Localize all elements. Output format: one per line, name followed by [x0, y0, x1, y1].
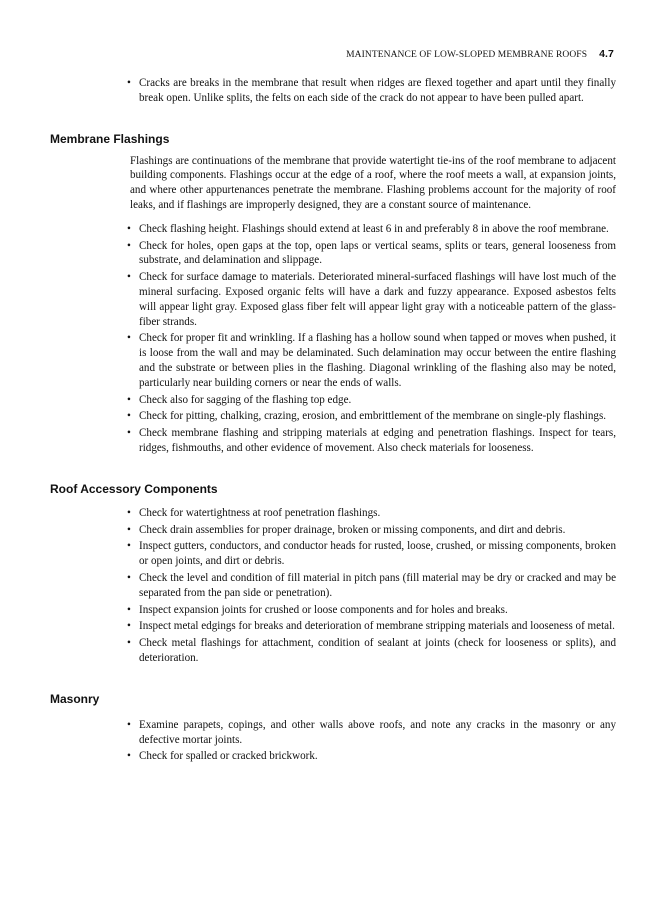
list-item: [127, 718, 616, 748]
list-item: [127, 523, 616, 538]
bullet-glyph: •: [127, 637, 131, 650]
list-item: [127, 426, 616, 456]
page-content: [0, 76, 662, 766]
list-item: [127, 393, 616, 408]
bullet-glyph: •: [127, 271, 131, 284]
bullet-glyph: •: [127, 222, 131, 235]
section-heading-roof-accessory-components: Roof Accessory Components: [50, 481, 218, 496]
list-item-text: Check for watertightness at roof penetration flashings.: [139, 506, 381, 519]
bullet-glyph: •: [127, 427, 131, 440]
list-item-text: Check for surface damage to materials. Deteriorated mineral-surfaced flashings will have lost much of the mineral surfacing. Exposed organic felts will have a dark and fuzzy appearance. Exposed asbestos felts will appear light gray. Exposed glass fiber felt will appear light gray with a noticeable pattern of the glass-fiber strands.: [139, 271, 616, 328]
list-item-text: Inspect metal edgings for breaks and deterioration of membrane stripping materials and looseness of metal.: [139, 620, 615, 633]
list-item: [127, 222, 616, 237]
running-header: [0, 48, 614, 60]
bullet-glyph: •: [127, 506, 131, 519]
bullet-glyph: •: [127, 571, 131, 584]
bullet-glyph: •: [127, 750, 131, 763]
list-item-text: Check the level and condition of fill material in pitch pans (fill material may be dry or cracked and may be separated from the pan side or penetration).: [139, 571, 616, 599]
bullet-glyph: •: [127, 393, 131, 406]
bullet-glyph: •: [127, 410, 131, 423]
list-item-text: Check for holes, open gaps at the top, open laps or vertical seams, splits or tears, general looseness from substrate, and delamination and slippage.: [139, 239, 616, 267]
roof-accessory-bullet-list: [127, 506, 616, 666]
bullet-glyph: •: [127, 77, 131, 89]
bullet-glyph: •: [127, 523, 131, 536]
list-item: [127, 76, 616, 106]
bullet-glyph: •: [127, 718, 131, 731]
membrane-flashings-bullet-list: [127, 222, 616, 456]
list-item: [127, 539, 616, 569]
list-item-text: Examine parapets, copings, and other walls above roofs, and note any cracks in the masonry or any defective mortar joints.: [139, 718, 616, 746]
masonry-bullet-list: [127, 718, 616, 764]
section-heading-membrane-flashings: Membrane Flashings: [50, 131, 170, 146]
list-item-text: Check for pitting, chalking, crazing, erosion, and embrittlement of the membrane on single-ply flashings.: [139, 410, 607, 423]
list-item-text: Check drain assemblies for proper drainage, broken or missing components, and dirt and debris.: [139, 523, 566, 536]
list-item-text: Check also for sagging of the flashing top edge.: [139, 393, 352, 406]
list-item: [127, 636, 616, 666]
list-item-text: Check membrane flashing and stripping materials at edging and penetration flashings. Inspect for tears, ridges, fishmouths, and other evidence of movement. Also check materials for looseness.: [139, 427, 616, 454]
list-item: [127, 239, 616, 269]
bullet-glyph: •: [127, 540, 131, 553]
list-item: [127, 506, 616, 521]
list-item: [127, 270, 616, 329]
bullet-glyph: •: [127, 332, 131, 345]
list-item: [127, 571, 616, 601]
list-item-text: Inspect expansion joints for crushed or loose components and for holes and breaks.: [139, 603, 508, 616]
list-item: [127, 603, 616, 618]
running-title: MAINTENANCE OF LOW-SLOPED MEMBRANE ROOFS: [346, 50, 588, 60]
list-item: [127, 409, 616, 424]
page-number: 4.7: [599, 48, 614, 60]
bullet-glyph: •: [127, 239, 131, 252]
list-item: [127, 749, 616, 764]
list-item-text: Check for proper fit and wrinkling. If a flashing has a hollow sound when tapped or moves when pushed, it is loose from the wall and may be delaminated. Such delamination may occur between the entire flashing and the substrate or between plies in the flashing. Diagonal wrinkling of the flashing also may be noted, particularly near building corners or near the ends of walls.: [139, 332, 616, 389]
top-bullet-list: [127, 76, 616, 106]
bullet-glyph: •: [127, 603, 131, 616]
list-item-text: Check metal flashings for attachment, condition of sealant at joints (check for looseness or splits), and deterioration.: [139, 637, 616, 664]
bullet-glyph: •: [127, 620, 131, 633]
list-item: [127, 619, 616, 634]
section-intro-paragraph: Flashings are continuations of the membrane that provide watertight tie-ins of the roof membrane to adjacent building components. Flashings occur at the edge of a roof, where the roof meets a wall, at expansion joints, and where other appurtenances penetrate the membrane. Flashing problems account for the majority of roof leaks, and if flashings are improperly designed, they are a constant source of maintenance.: [130, 154, 616, 211]
section-heading-masonry: Masonry: [50, 691, 100, 706]
list-item: [127, 331, 616, 390]
list-item-text: Check for spalled or cracked brickwork.: [139, 750, 318, 763]
list-item-text: Cracks are breaks in the membrane that result when ridges are flexed together and apart until they finally break open. Unlike splits, the felts on each side of the crack do not appear to have been pulled apart.: [139, 77, 616, 104]
list-item-text: Check flashing height. Flashings should extend at least 6 in and preferably 8 in above the roof membrane.: [139, 222, 609, 235]
list-item-text: Inspect gutters, conductors, and conductor heads for rusted, loose, crushed, or missing components, broken or open joints, and dirt or debris.: [139, 540, 616, 568]
